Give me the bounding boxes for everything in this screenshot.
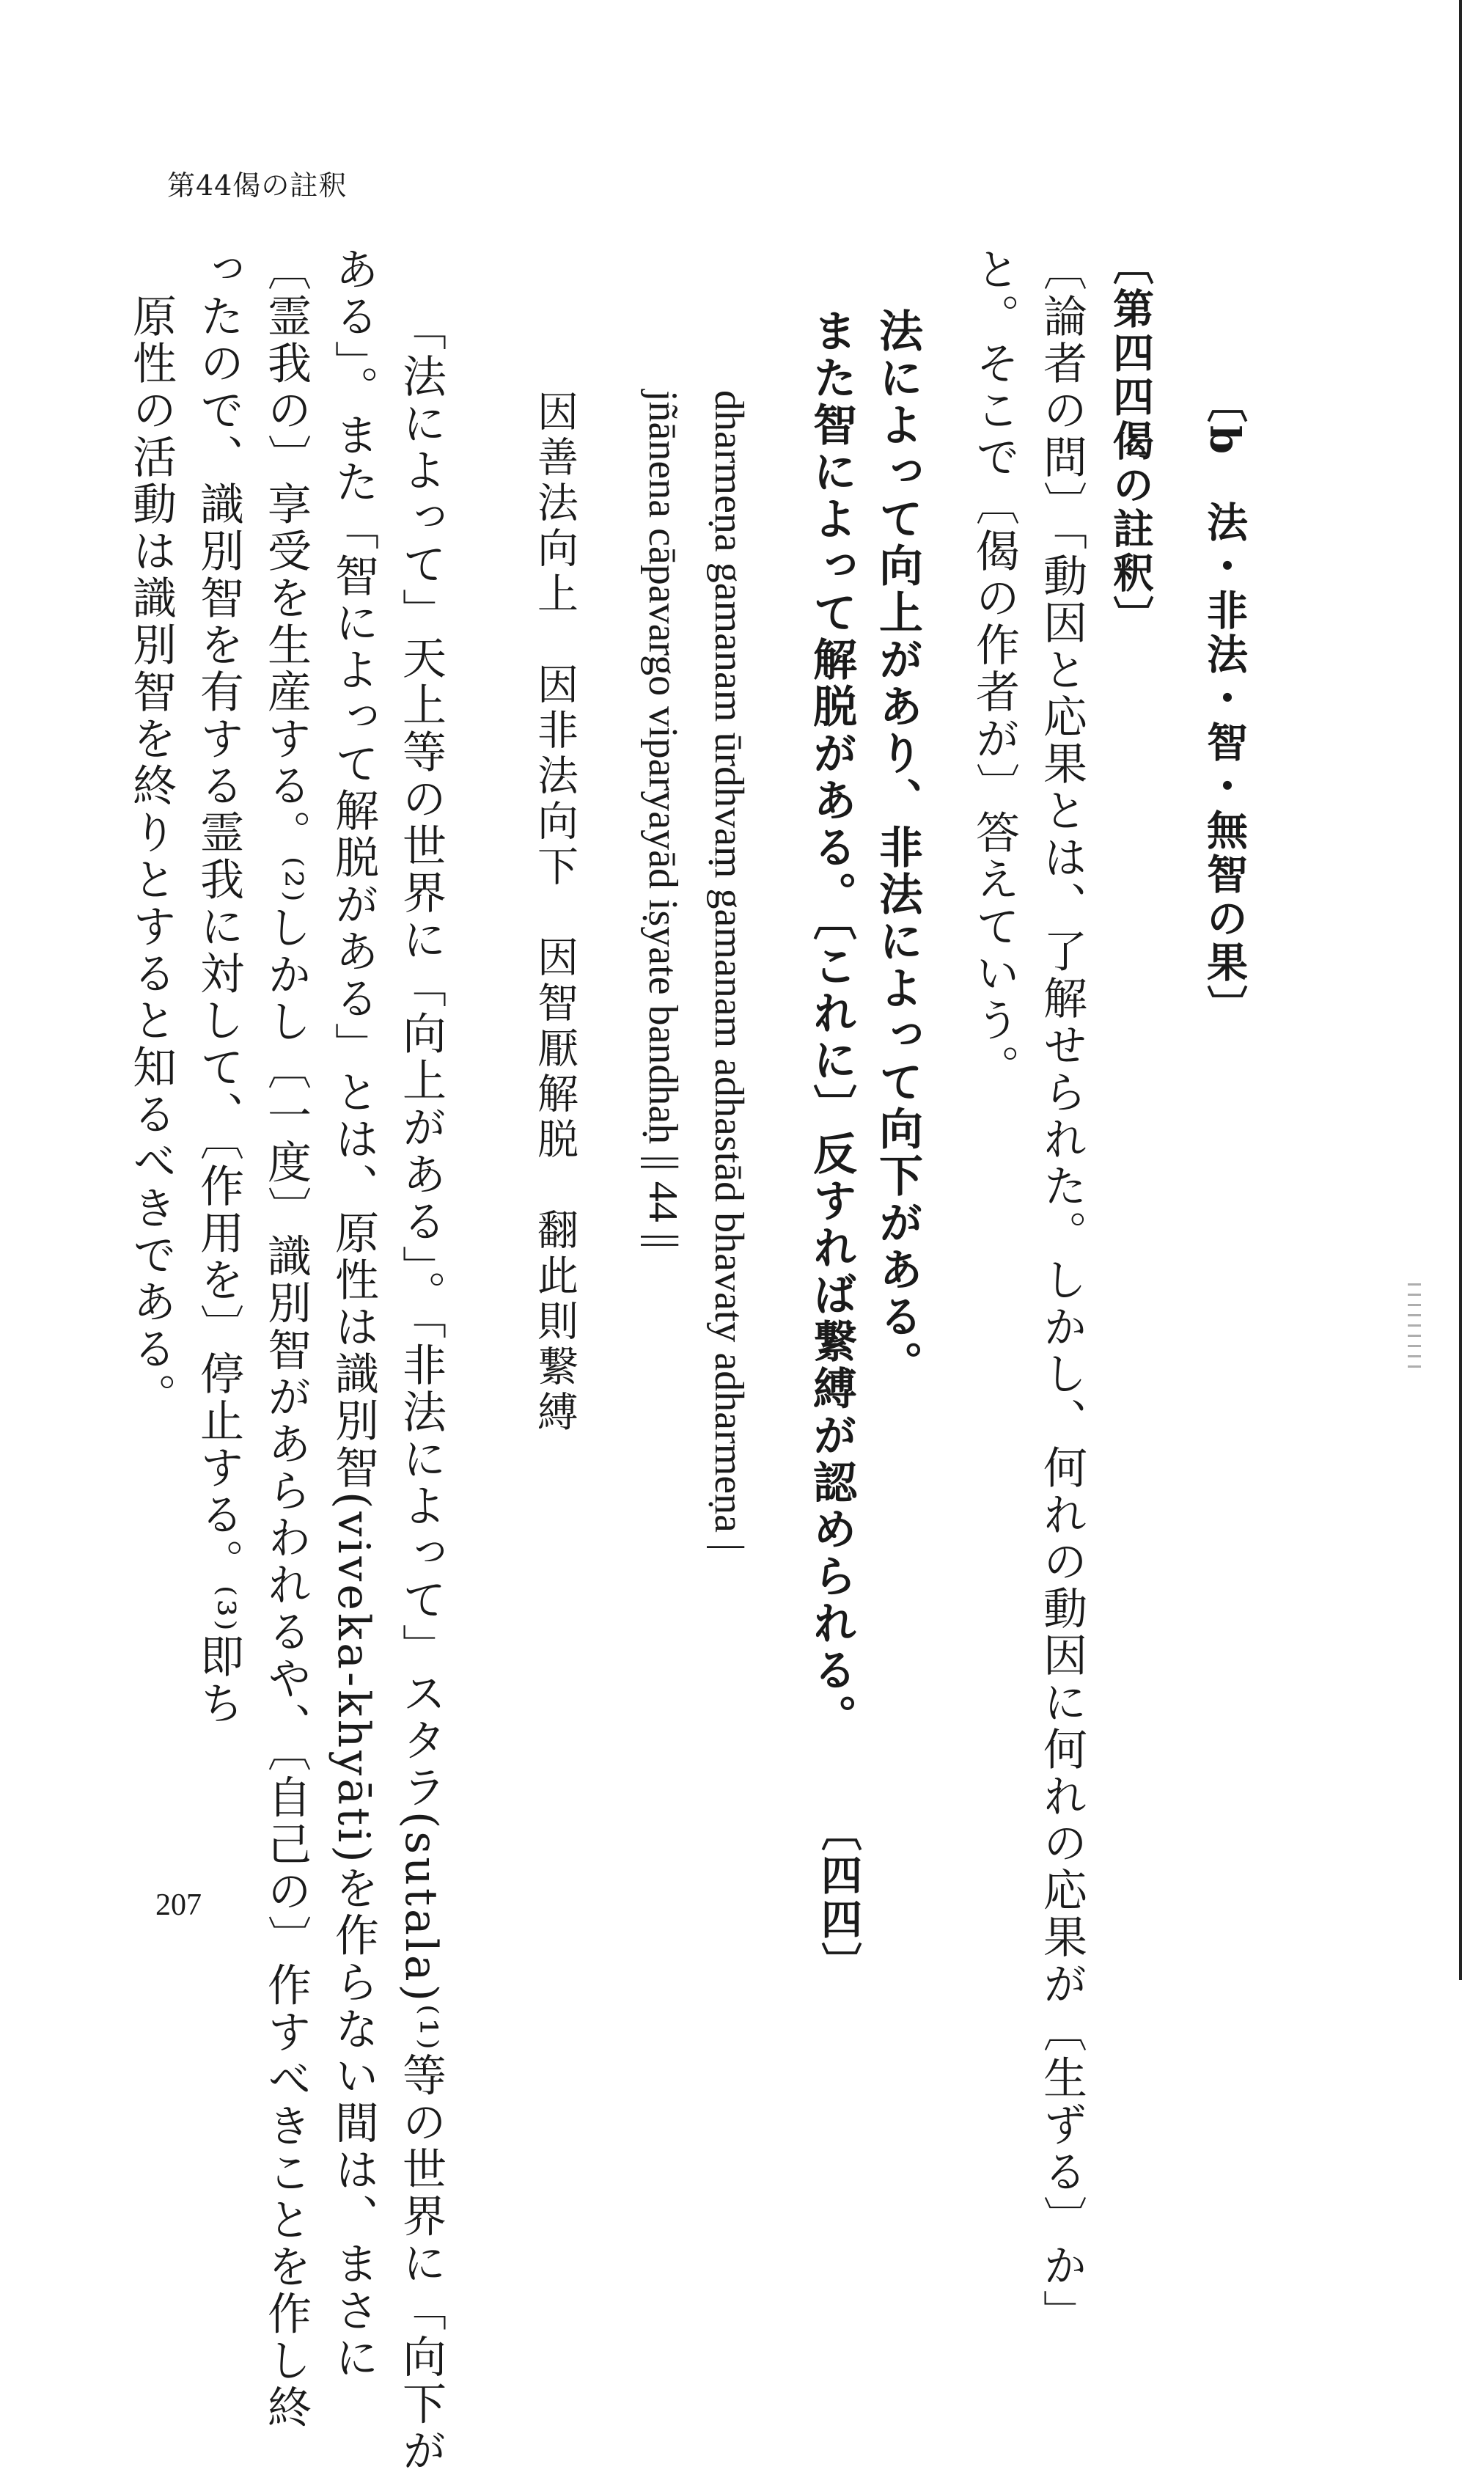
question-line-2: と。そこで〔偈の作者が〕答えていう。	[969, 246, 1020, 1091]
commentary-line-5: 原性の活動は識別智を終りとすると知るべきである。	[125, 246, 177, 1420]
verse-line-1: 法によって向上があり、非法によって向下がある。	[872, 308, 923, 1387]
sanskrit-line-1: dharmeṇa gamanam ūrdhvaṃ gamanam adhastād bhavaty adharmeṇa |	[706, 390, 752, 1552]
commentary-line-1: 「法によって」天上等の世界に「向上がある」。「非法によって」スタラ(sutala)⁽¹⁾等の世界に「向下が	[395, 307, 447, 2475]
verse-line-2: また智によって解脱がある。〔これに〕反すれば繋縛が認められる。	[806, 308, 857, 1741]
scan-edge-rule	[1459, 0, 1462, 1980]
chinese-translation: 因善法向上 因非法向下 因智厭解脱 翻此則繋縛	[531, 390, 578, 1436]
sanskrit-line-2: jñānena cāpavargo viparyayād iṣyate bandhaḥ || 44 ||	[640, 390, 686, 1250]
commentary-line-4: ったので、識別智を有する霊我に対して、〔作用を〕停止する。⁽³⁾即ち	[193, 246, 244, 1728]
verse-number: 〔四四〕	[815, 1810, 863, 1986]
scan-edge-dots	[1408, 1283, 1421, 1371]
section-title: 〔b 法・非法・智・無智の果〕	[1200, 381, 1249, 1030]
commentary-line-3: 〔霊我の〕享受を生産する。⁽²⁾しかし〔一度〕識別智があらわれるや、〔自己の〕作すべきことを作し終	[260, 246, 312, 2432]
running-head: 第44偈の註釈	[167, 169, 348, 202]
subheading: 〔第四四偈の註釈〕	[1106, 243, 1155, 639]
page-number: 207	[155, 1888, 202, 1922]
question-line-1: 〔論者の問〕「動因と応果とは、了解せられた。しかし、何れの動因に何れの応果が〔生ずる〕か」	[1036, 246, 1087, 2336]
commentary-line-2: ある」。また「智によって解脱がある」とは、原性は識別智(viveka-khyāti)を作らない間は、まさに	[328, 246, 379, 2382]
